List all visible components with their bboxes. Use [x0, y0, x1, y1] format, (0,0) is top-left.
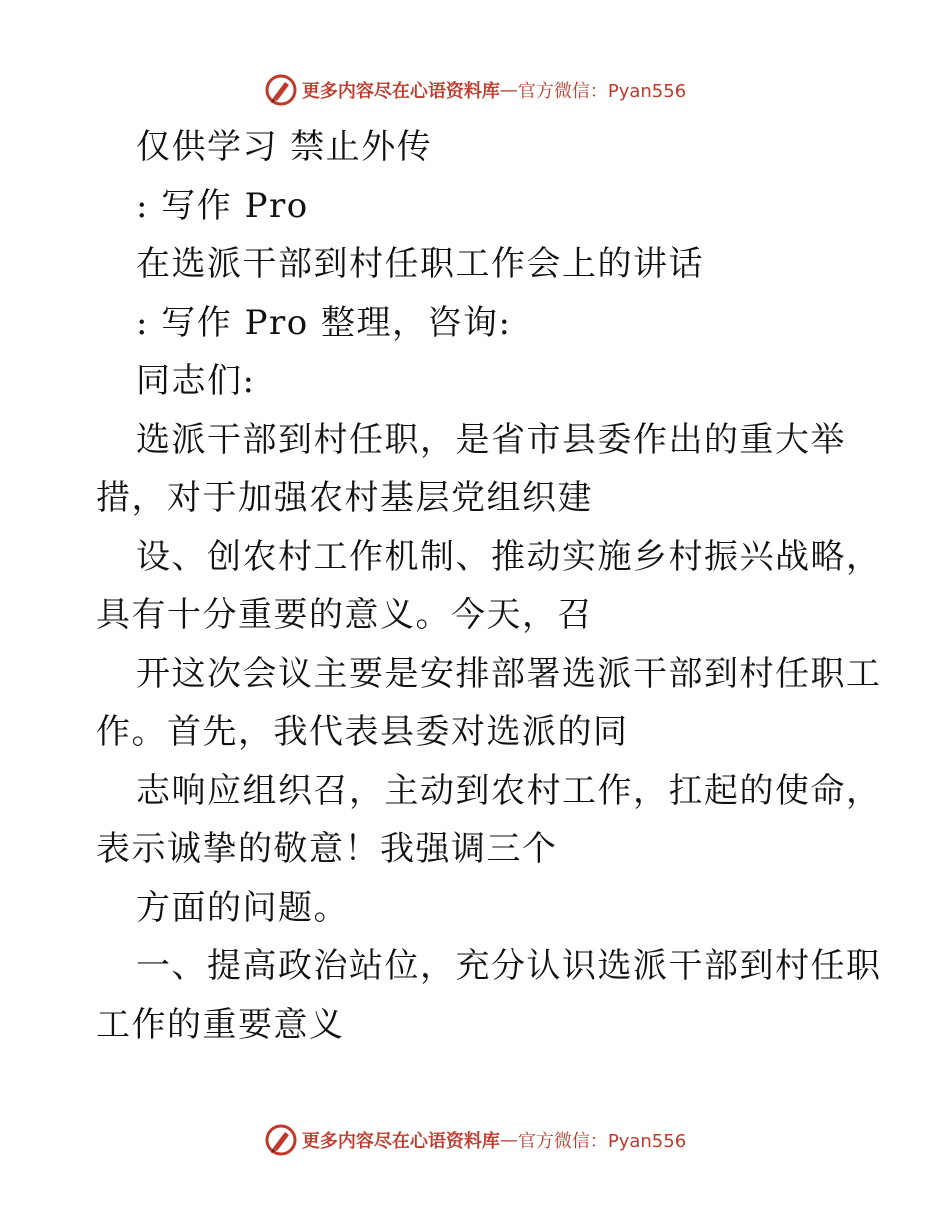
text-line: 工作的重要意义: [96, 1004, 345, 1045]
text-line: 开这次会议主要是安排部署选派干部到村任职工: [136, 653, 882, 694]
text-line: 措，对于加强农村基层党组织建: [96, 478, 593, 518]
pen-logo-icon: [264, 73, 298, 107]
footer-watermark: [0, 1120, 950, 1160]
text-line: : 写作 Pro 整理，咨询:: [136, 302, 512, 343]
pen-logo-icon: [264, 1123, 298, 1157]
text-line: 方面的问题。: [136, 887, 349, 928]
text-line: 表示诚挚的敬意！我强调三个: [96, 829, 558, 869]
watermark-brand: 更多内容尽在心语资料库: [301, 1131, 500, 1152]
text-line: 在选派干部到村任职工作会上的讲话: [136, 244, 704, 284]
text-line: 具有十分重要的意义。今天，召: [96, 595, 593, 635]
text-line: 一、提高政治站位，充分认识选派干部到村任职: [136, 946, 882, 986]
watermark-brand: 更多内容尽在心语资料库: [301, 81, 500, 102]
watermark-wechat: 官方微信：Pyan556: [517, 81, 687, 102]
text-line: 设、创农村工作机制、推动实施乡村振兴战略，: [136, 536, 882, 577]
text-line: 仅供学习 禁止外传: [136, 127, 433, 167]
watermark-dash: —: [499, 79, 518, 101]
text-line: : 写作 Pro: [136, 185, 309, 226]
text-line: 选派干部到村任职，是省市县委作出的重大举: [136, 419, 846, 460]
text-line: 同志们:: [136, 361, 256, 401]
document-body: [96, 118, 882, 1054]
watermark-wechat: 官方微信：Pyan556: [517, 1131, 687, 1152]
watermark-dash: —: [499, 1129, 518, 1151]
text-line: 作。首先，我代表县委对选派的同: [96, 712, 629, 752]
header-watermark: [0, 70, 950, 110]
text-line: 志响应组织召，主动到农村工作，扛起的使命，: [136, 770, 882, 811]
